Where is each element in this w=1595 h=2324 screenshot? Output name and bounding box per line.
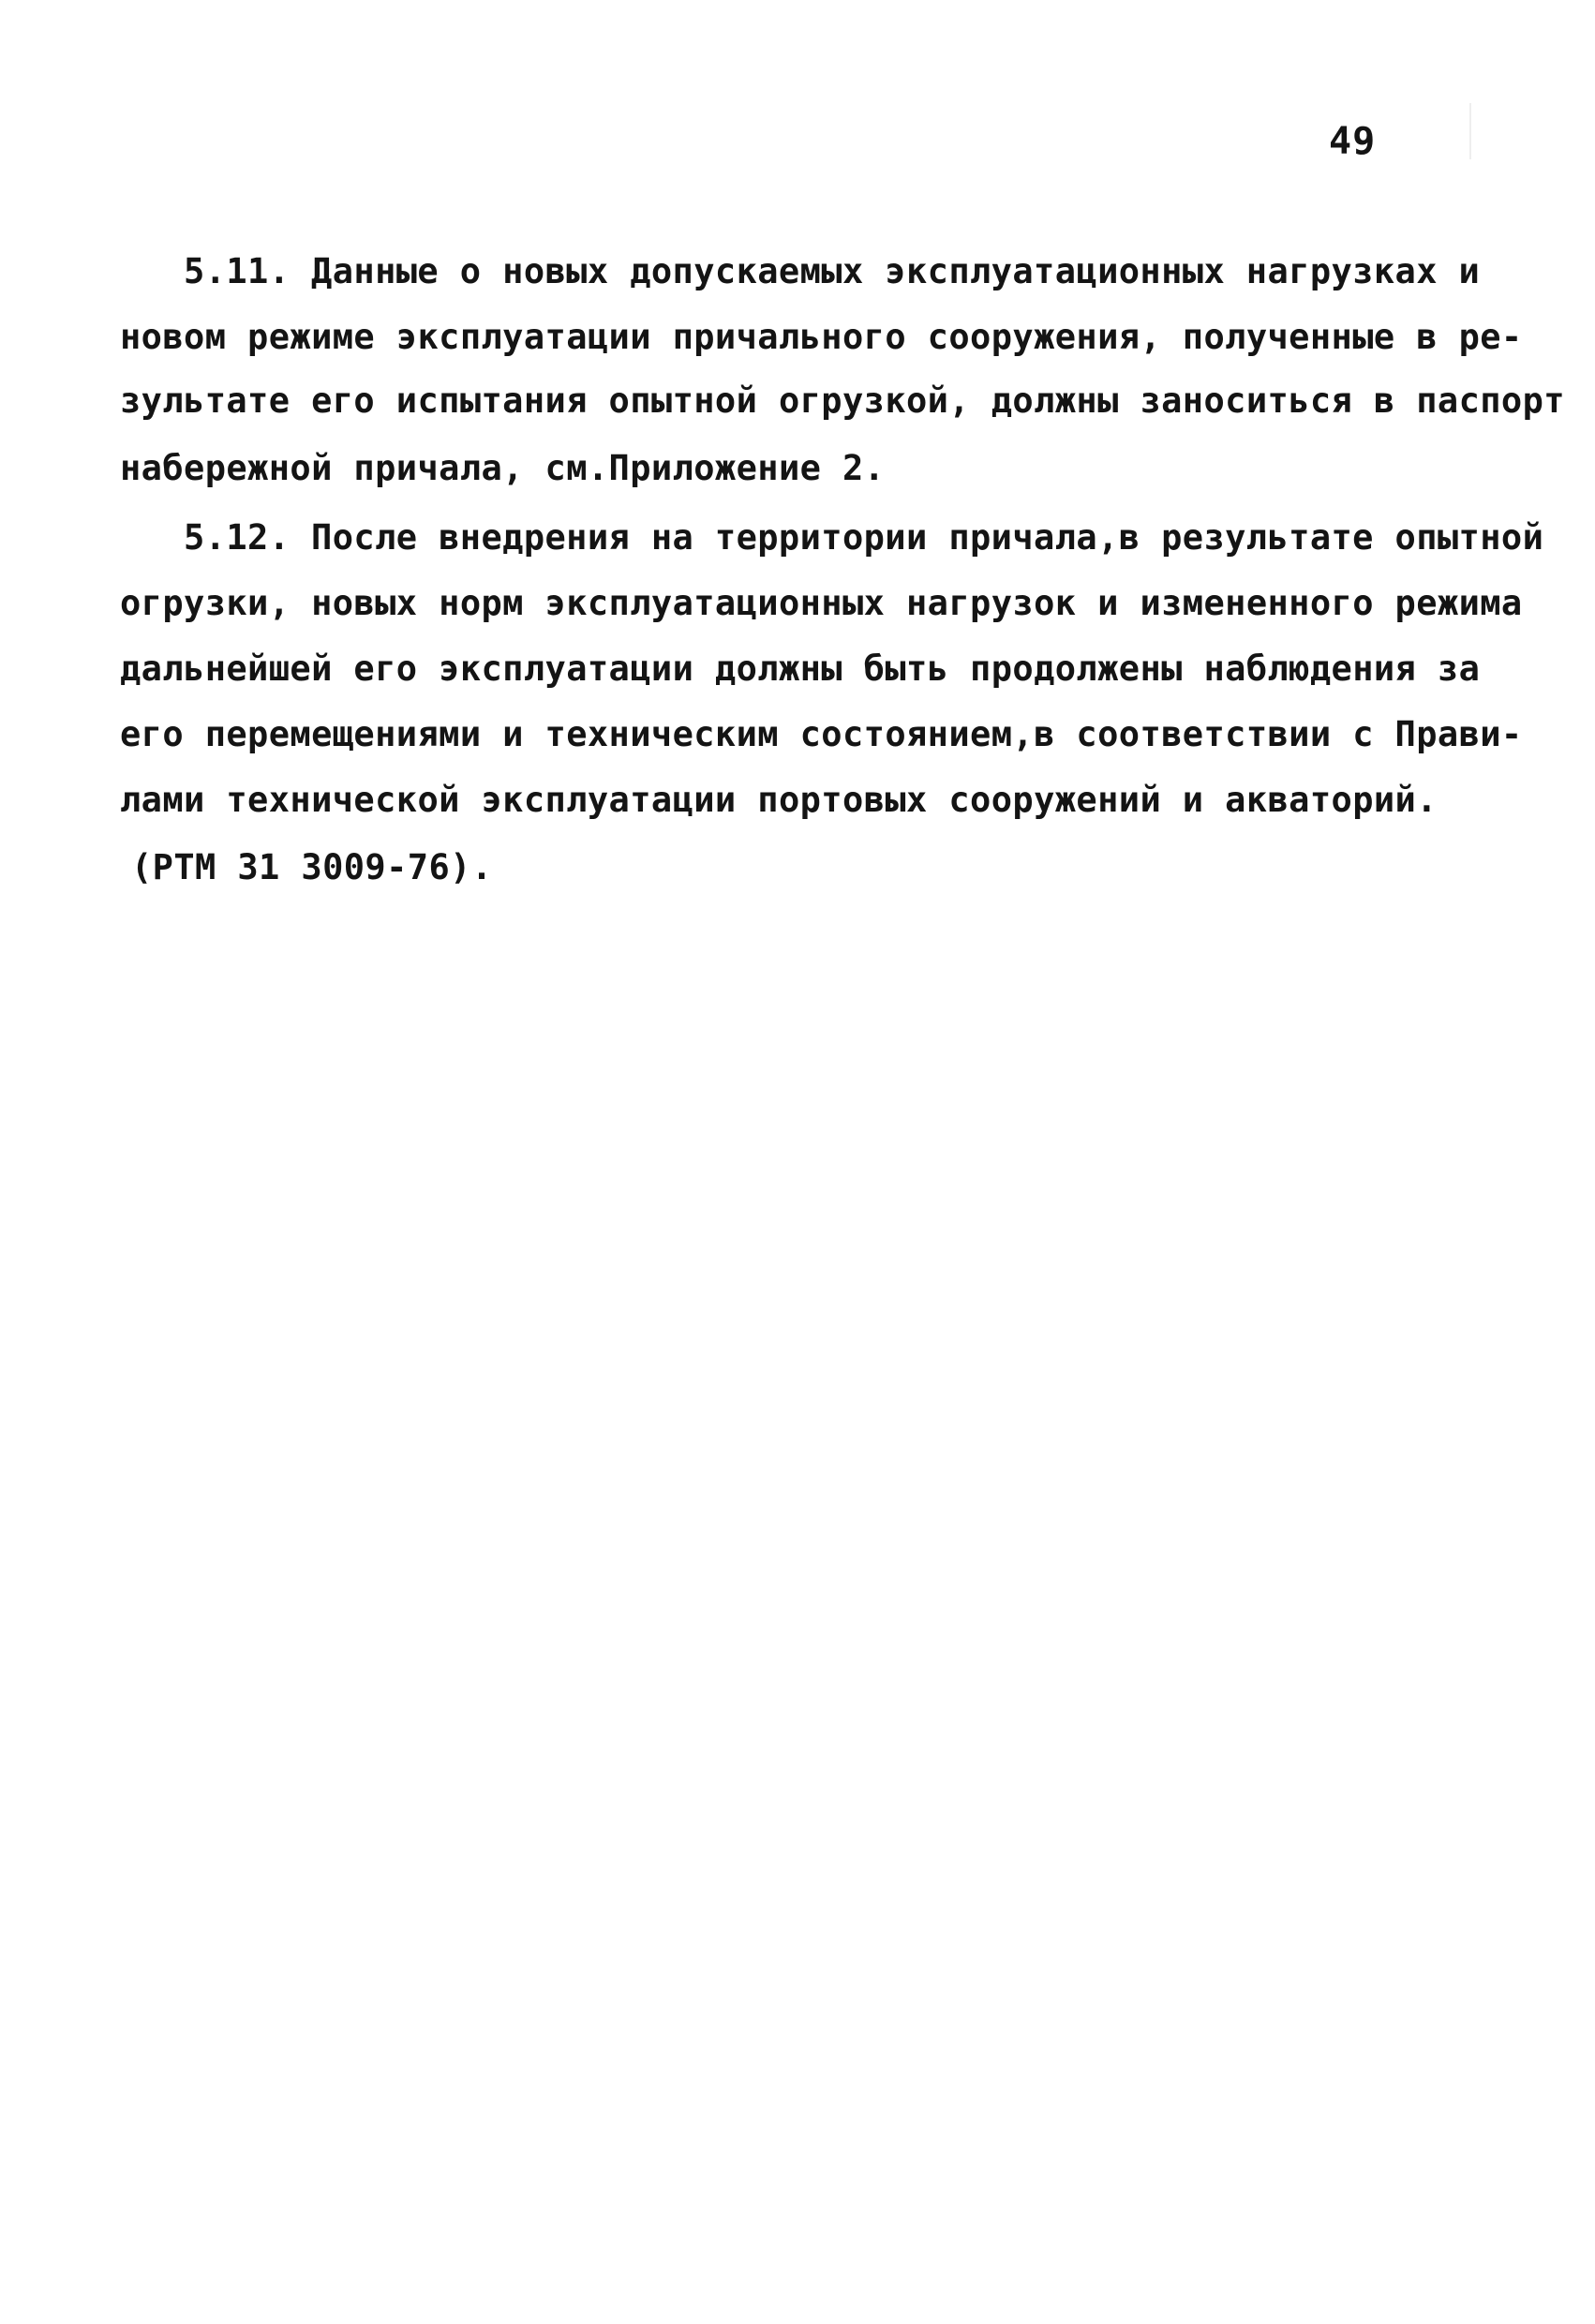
paragraph-5-12-line-2: огрузки, новых норм эксплуатационных нагрузок и измененного режима (120, 583, 1523, 623)
paragraph-5-12-line-6: (РТМ 31 3009-76). (131, 847, 493, 887)
paragraph-5-11-line-3: зультате его испытания опытной огрузкой, должны заноситься в паспорт (120, 380, 1565, 421)
paragraph-5-12-line-3: дальнейшей его эксплуатации должны быть продолжены наблюдения за (120, 648, 1481, 689)
page-number: 49 (1329, 120, 1377, 163)
paragraph-5-11-line-1: 5.11. Данные о новых допускаемых эксплуатационных нагрузках и (184, 251, 1481, 291)
paragraph-5-12-line-5: лами технической эксплуатации портовых сооружений и акваторий. (120, 780, 1438, 820)
scan-artifact (1469, 103, 1471, 159)
paragraph-5-12-line-1: 5.12. После внедрения на территории причала,в результате опытной (184, 517, 1544, 558)
paragraph-5-11-line-4: набережной причала, см.Приложение 2. (120, 448, 886, 488)
paragraph-5-12-line-4: его перемещениями и техническим состоянием,в соответствии с Прави- (120, 714, 1523, 754)
paragraph-5-11-line-2: новом режиме эксплуатации причального сооружения, полученные в ре- (120, 317, 1523, 357)
